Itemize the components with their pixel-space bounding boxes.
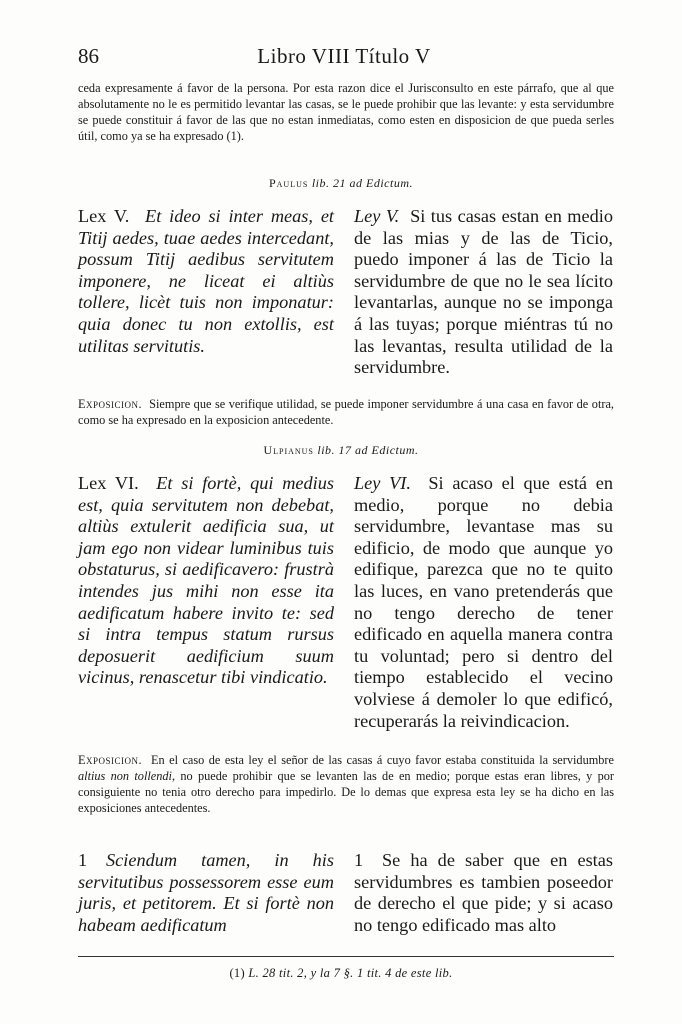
ley-heading: Ley VI. <box>354 473 411 493</box>
spanish-column-paragraph-1 <box>354 850 613 936</box>
latin-text: Et si fortè, qui medius est, quia servitutem non debebat, altiùs extulerit aedificia sua, ut jam ego non videar luminibus tuis obstaturus, si aedificavero: frustrà intendes jus mihi non esse ita aedificatum habere invito te: sed si intra tempus statum rursus deposuerit aedificium suum vicinus, renascetur tibi vindicatio. <box>78 473 334 688</box>
latin-column-lex-vi <box>78 473 334 689</box>
ley-heading: Ley V. <box>354 206 400 226</box>
exposition-2 <box>78 752 614 816</box>
lex-heading: Lex VI. <box>78 473 139 493</box>
spanish-column-ley-v <box>354 206 613 379</box>
exposition-latin-phrase: altius non tollendi <box>78 769 172 783</box>
page-number: 86 <box>78 44 99 68</box>
running-title: Libro VIII Título V <box>257 44 431 68</box>
exposition-label: Exposicion. <box>78 753 143 767</box>
spanish-text: Si tus casas estan en medio de las mias y de las de Ticio, puedo imponer á las de Ticio la servidumbre de que no le sea lícito levantarlas, aunque no se imponga á las tuyas; porque miéntras tú no las levantas, resulta utilidad de la servidumbre. <box>354 206 613 378</box>
source-reference: lib. 17 ad Edictum. <box>317 443 419 457</box>
footnote-rule <box>78 956 614 957</box>
footnote-text: L. 28 tit. 2, y la 7 §. 1 tit. 4 de este lib. <box>248 966 453 980</box>
source-author: Ulpianus <box>263 443 314 457</box>
intro-paragraph: ceda expresamente á favor de la persona. Por esta razon dice el Jurisconsulto en este párrafo, que al que absolutamente no le es permitido levantar las casas, se le puede prohibir que las levante: y esta servidumbre se puede constituir á favor de las que no estan inmediatas, como esten en disposicion de que pueda serles útil, como ya se ha expresado (1). <box>78 81 614 143</box>
source-reference: lib. 21 ad Edictum. <box>311 176 413 190</box>
latin-text: Et ideo si inter meas, et Titij aedes, tuae aedes intercedant, possum Titij aedibus servitutem imponere, ne liceat ei altiùs tollere, licèt tuis non imponatur: quia donec tu non extollis, est utilitas servitutis. <box>78 206 335 356</box>
spanish-text: Si acaso el que está en medio, porque no debia servidumbre, levantase mas su edificio, de modo que aunque yo edifique, parezca que no te quito las luces, en vano pretenderás que no tengo derecho de tener edificado en aquella manera contra tu voluntad; pero si dentro del tiempo establecido el vecino volviese á demoler lo que edificó, recuperarás la reivindicacion. <box>354 473 614 731</box>
latin-column-lex-v <box>78 206 334 357</box>
lex-heading: Lex V. <box>78 206 130 226</box>
latin-text: Sciendum tamen, in his servitutibus possessorem esse eum juris, et petitorem. Et si fortè non habeam aedificatum <box>78 850 334 935</box>
footnote-marker: (1) <box>229 966 245 980</box>
source-citation-ulpianus <box>0 443 682 458</box>
spanish-text: Se ha de saber que en estas servidumbres es tambien poseedor de derecho el que pide; y si acaso no tengo edificado mas alto <box>354 850 613 935</box>
exposition-text: Siempre que se verifique utilidad, se puede imponer servidumbre á una casa en favor de otra, como se ha expresado en la exposicion antecedente. <box>78 397 614 427</box>
page-header <box>78 44 610 72</box>
exposition-label: Exposicion. <box>78 397 143 411</box>
footnote <box>0 966 682 981</box>
paragraph-number: 1 <box>354 850 364 870</box>
exposition-text-part2: , no puede prohibir que se levanten las de en medio; porque estas eran libres, y por consiguiente no tenia otro derecho para impedirlo. De lo demas que expresa esta ley se ha dicho en las exposiciones antecedentes. <box>78 769 615 815</box>
spanish-column-ley-vi <box>354 473 613 732</box>
paragraph-number: 1 <box>78 850 88 870</box>
source-author: Paulus <box>268 176 309 190</box>
exposition-1 <box>78 396 614 428</box>
latin-column-paragraph-1 <box>78 850 334 936</box>
source-citation-paulus <box>0 176 682 191</box>
exposition-text-part1: En el caso de esta ley el señor de las casas á cuyo favor estaba constituida la servidumbre <box>151 753 614 767</box>
